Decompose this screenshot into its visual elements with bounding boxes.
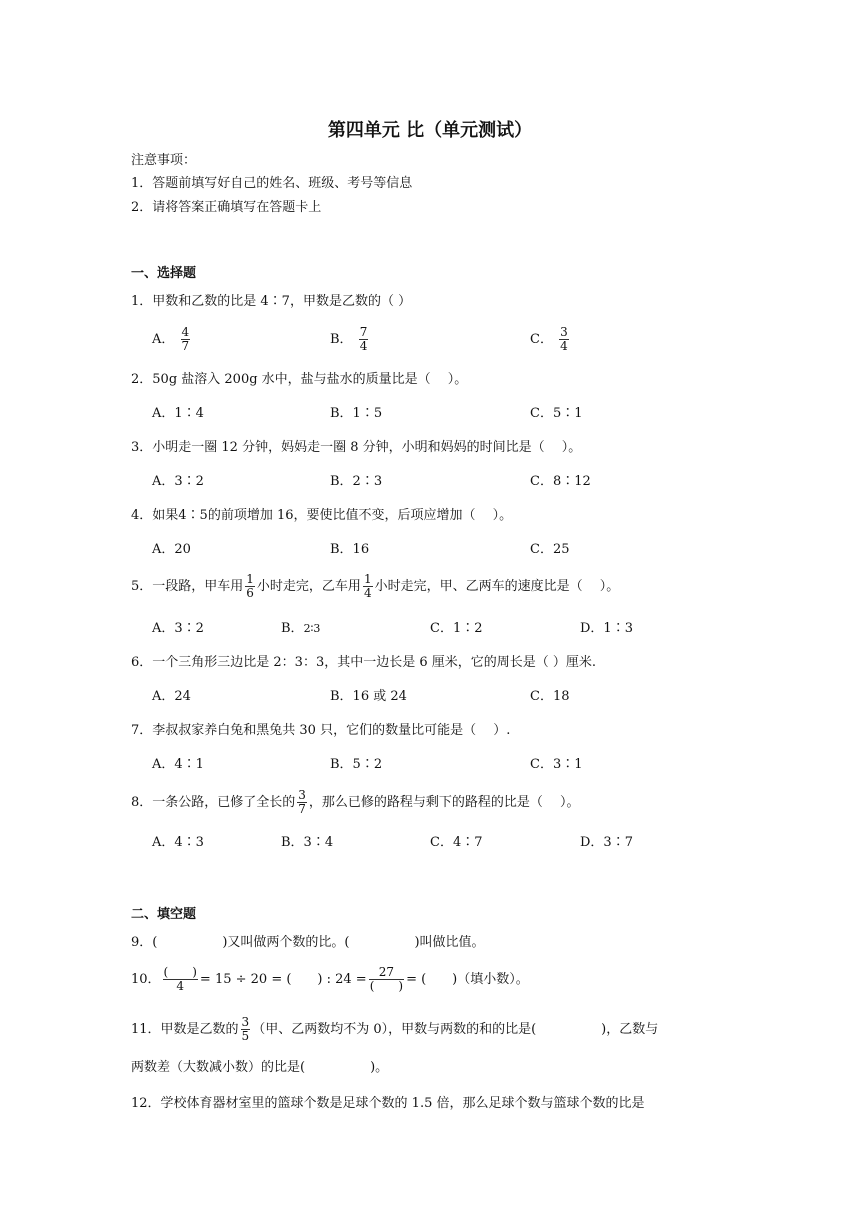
question-4-option-b: B．16 <box>330 542 370 557</box>
question-2-option-a: A．1∶4 <box>152 406 204 421</box>
question-3-option-b: B．2∶3 <box>330 474 383 489</box>
fraction <box>369 966 404 993</box>
question-8-option-d: D．3∶7 <box>580 835 633 850</box>
fraction <box>363 573 373 600</box>
question-number: 10． <box>131 972 161 987</box>
stem-text: 11．甲数是乙数的 <box>131 1022 239 1037</box>
stem-text: ，那么已修的路程与剩下的路程的比是（ ）。 <box>308 795 580 810</box>
stem-text: 小时走完，甲、乙两车的速度比是（ ）。 <box>374 579 620 594</box>
fraction-numerator: 3 <box>298 788 306 802</box>
stem-text: （甲、乙两数均不为 0），甲数与两数的和的比是( )，乙数与 <box>252 1022 659 1037</box>
fraction-denominator: 6 <box>246 586 254 600</box>
stem-text: 5．一段路，甲车用 <box>131 579 244 594</box>
option-label: C． <box>530 332 553 347</box>
fraction <box>241 1016 251 1043</box>
question-4-stem: 4．如果4∶5的前项增加 16，要使比值不变，后项应增加（ ）。 <box>131 508 513 523</box>
option-label: B． <box>281 621 304 636</box>
question-5-option-d: D．1∶3 <box>580 621 633 636</box>
question-11-line-1 <box>131 1013 658 1047</box>
question-1-option-b <box>330 326 370 353</box>
question-6-option-c: C．18 <box>530 689 570 704</box>
equation-text: = ( )（填小数）。 <box>406 972 529 987</box>
question-2-stem: 2．50g 盐溶入 200g 水中，盐与盐水的质量比是（ ）。 <box>131 372 468 387</box>
question-8-stem <box>131 788 580 818</box>
question-5-option-a: A．3∶2 <box>152 621 204 636</box>
section-heading-fill: 二、填空题 <box>131 907 197 922</box>
question-7-option-a: A．4∶1 <box>152 757 204 772</box>
page-title: 第四单元 比（单元测试） <box>327 120 533 141</box>
question-5-stem <box>131 572 619 602</box>
fraction <box>245 573 255 600</box>
fraction-denominator: ( ) <box>369 979 404 993</box>
question-7-option-b: B．5∶2 <box>330 757 383 772</box>
section-heading-choice: 一、选择题 <box>131 266 197 281</box>
stem-text: 8．一条公路，已修了全长的 <box>131 795 296 810</box>
question-8-option-b: B．3∶4 <box>281 835 334 850</box>
fraction <box>181 326 191 353</box>
question-2-option-b: B．1∶5 <box>330 406 383 421</box>
fraction-denominator: 7 <box>298 802 306 816</box>
notice-item-2: 2．请将答案正确填写在答题卡上 <box>131 200 322 215</box>
option-label: B． <box>330 332 353 347</box>
question-3-option-a: A．3∶2 <box>152 474 204 489</box>
notice-heading: 注意事项： <box>131 153 197 168</box>
question-3-option-c: C．8∶12 <box>530 474 591 489</box>
question-1-option-c <box>530 326 571 353</box>
notice-item-1: 1．答题前填写好自己的姓名、班级、考号等信息 <box>131 176 413 191</box>
option-label: A． <box>152 332 175 347</box>
question-5-option-b <box>281 621 320 637</box>
question-5-option-c: C．1∶2 <box>430 621 483 636</box>
question-8-option-c: C．4∶7 <box>430 835 483 850</box>
question-1-option-a <box>152 326 192 353</box>
question-11-line-2: 两数差（大数减小数）的比是( )。 <box>131 1060 389 1075</box>
fraction-denominator: 4 <box>176 979 185 993</box>
question-7-stem: 7．李叔叔家养白兔和黑兔共 30 只，它们的数量比可能是（ ）. <box>131 723 511 738</box>
fraction-denominator: 7 <box>181 339 190 353</box>
fraction-denominator: 4 <box>560 339 568 353</box>
fraction-numerator: 7 <box>359 325 368 339</box>
option-value: 2∶3 <box>303 622 321 635</box>
question-4-option-a: A．20 <box>152 542 191 557</box>
fraction-numerator: 1 <box>363 572 372 586</box>
equation-text: = 15 ÷ 20 = ( ) : 24 = <box>199 972 367 987</box>
question-8-option-a: A．4∶3 <box>152 835 204 850</box>
question-10 <box>131 962 529 998</box>
fraction-numerator: 4 <box>181 325 190 339</box>
fraction-numerator: 3 <box>560 325 568 339</box>
fraction-denominator: 4 <box>359 339 368 353</box>
fraction-denominator: 4 <box>363 586 372 600</box>
question-12: 12．学校体育器材室里的篮球个数是足球个数的 1.5 倍，那么足球个数与篮球个数的比是 <box>131 1096 645 1111</box>
fraction-numerator: 3 <box>241 1015 250 1029</box>
question-6-option-b: B．16 或 24 <box>330 689 407 704</box>
question-6-option-a: A．24 <box>152 689 191 704</box>
question-4-option-c: C．25 <box>530 542 570 557</box>
fraction-numerator: 27 <box>369 966 404 980</box>
stem-text: 小时走完，乙车用 <box>256 579 361 594</box>
fraction <box>163 966 198 993</box>
fraction-numerator: ( ) <box>163 965 197 979</box>
question-1-stem: 1．甲数和乙数的比是 4∶7，甲数是乙数的（ ） <box>131 294 412 309</box>
question-6-stem: 6．一个三角形三边比是 2：3：3，其中一边长是 6 厘米，它的周长是（ ）厘米. <box>131 655 597 670</box>
question-9: 9．( )又叫做两个数的比。( )叫做比值。 <box>131 935 485 950</box>
question-2-option-c: C．5∶1 <box>530 406 583 421</box>
fraction <box>359 326 369 353</box>
question-7-option-c: C．3∶1 <box>530 757 583 772</box>
fraction <box>297 789 307 816</box>
question-3-stem: 3．小明走一圈 12 分钟，妈妈走一圈 8 分钟，小明和妈妈的时间比是（ ）。 <box>131 440 582 455</box>
fraction <box>559 326 569 353</box>
fraction-denominator: 5 <box>241 1029 250 1043</box>
fraction-numerator: 1 <box>246 572 254 586</box>
